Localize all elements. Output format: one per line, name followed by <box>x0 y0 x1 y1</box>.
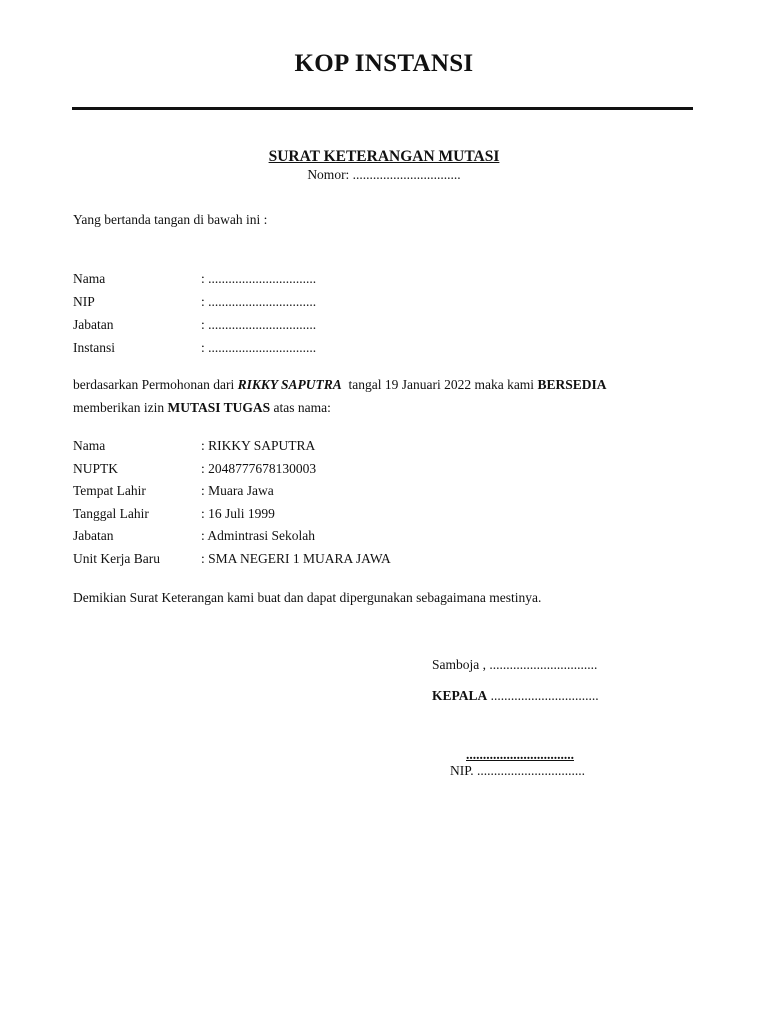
employee-value-nuptk: : 2048777678130003 <box>201 461 317 476</box>
body-line-1 <box>73 377 606 393</box>
employee-value-jabatan: : Admintrasi Sekolah <box>201 528 315 543</box>
bersedia-text: BERSEDIA <box>537 377 607 392</box>
signer-value-instansi: : ................................ <box>201 340 317 355</box>
employee-value-tempat-lahir: : Muara Jawa <box>201 483 274 498</box>
closing-text: Demikian Surat Keterangan kami buat dan dapat dipergunakan sebagaimana mestinya. <box>73 590 542 605</box>
employee-label-tanggal-lahir: Tanggal Lahir <box>73 506 149 521</box>
letter-number: Nomor: ................................ <box>307 167 461 182</box>
body-text-1: berdasarkan Permohonan dari <box>73 377 238 392</box>
employee-label-unit-kerja: Unit Kerja Baru <box>73 551 160 566</box>
signatory-name-line: ................................ <box>466 747 574 762</box>
signer-value-jabatan: : ................................ <box>201 317 317 332</box>
employee-label-nuptk: NUPTK <box>73 461 119 476</box>
signer-label-jabatan: Jabatan <box>73 317 114 332</box>
body-line-2 <box>73 400 331 416</box>
signer-value-nama: : ................................ <box>201 271 317 286</box>
body-text-2: tangal 19 Januari 2022 maka kami <box>341 377 538 392</box>
letter-title: SURAT KETERANGAN MUTASI <box>268 148 500 165</box>
intro-text: Yang bertanda tangan di bawah ini : <box>73 212 268 227</box>
employee-label-nama: Nama <box>73 438 106 453</box>
body-text-4: atas nama: <box>270 400 331 415</box>
signatory-title: KEPALA <box>432 688 488 703</box>
signatory-title-line <box>432 688 599 704</box>
signer-label-instansi: Instansi <box>73 340 115 355</box>
letterhead-title: KOP INSTANSI <box>294 50 474 77</box>
employee-value-nama: : RIKKY SAPUTRA <box>201 438 316 453</box>
body-text-3: memberikan izin <box>73 400 168 415</box>
signatory-nip: NIP. ................................ <box>450 763 586 778</box>
place-date: Samboja , ................................ <box>432 657 598 672</box>
mutasi-text: MUTASI TUGAS <box>167 400 271 415</box>
signer-label-nama: Nama <box>73 271 106 286</box>
signatory-title-dots: ................................ <box>487 688 599 703</box>
employee-label-jabatan: Jabatan <box>73 528 114 543</box>
signer-label-nip: NIP <box>73 294 95 309</box>
employee-value-unit-kerja: : SMA NEGERI 1 MUARA JAWA <box>201 551 391 566</box>
employee-label-tempat-lahir: Tempat Lahir <box>73 483 146 498</box>
letterhead-rule <box>72 107 693 110</box>
signer-value-nip: : ................................ <box>201 294 317 309</box>
applicant-name: RIKKY SAPUTRA <box>237 377 342 392</box>
employee-value-tanggal-lahir: : 16 Juli 1999 <box>201 506 275 521</box>
